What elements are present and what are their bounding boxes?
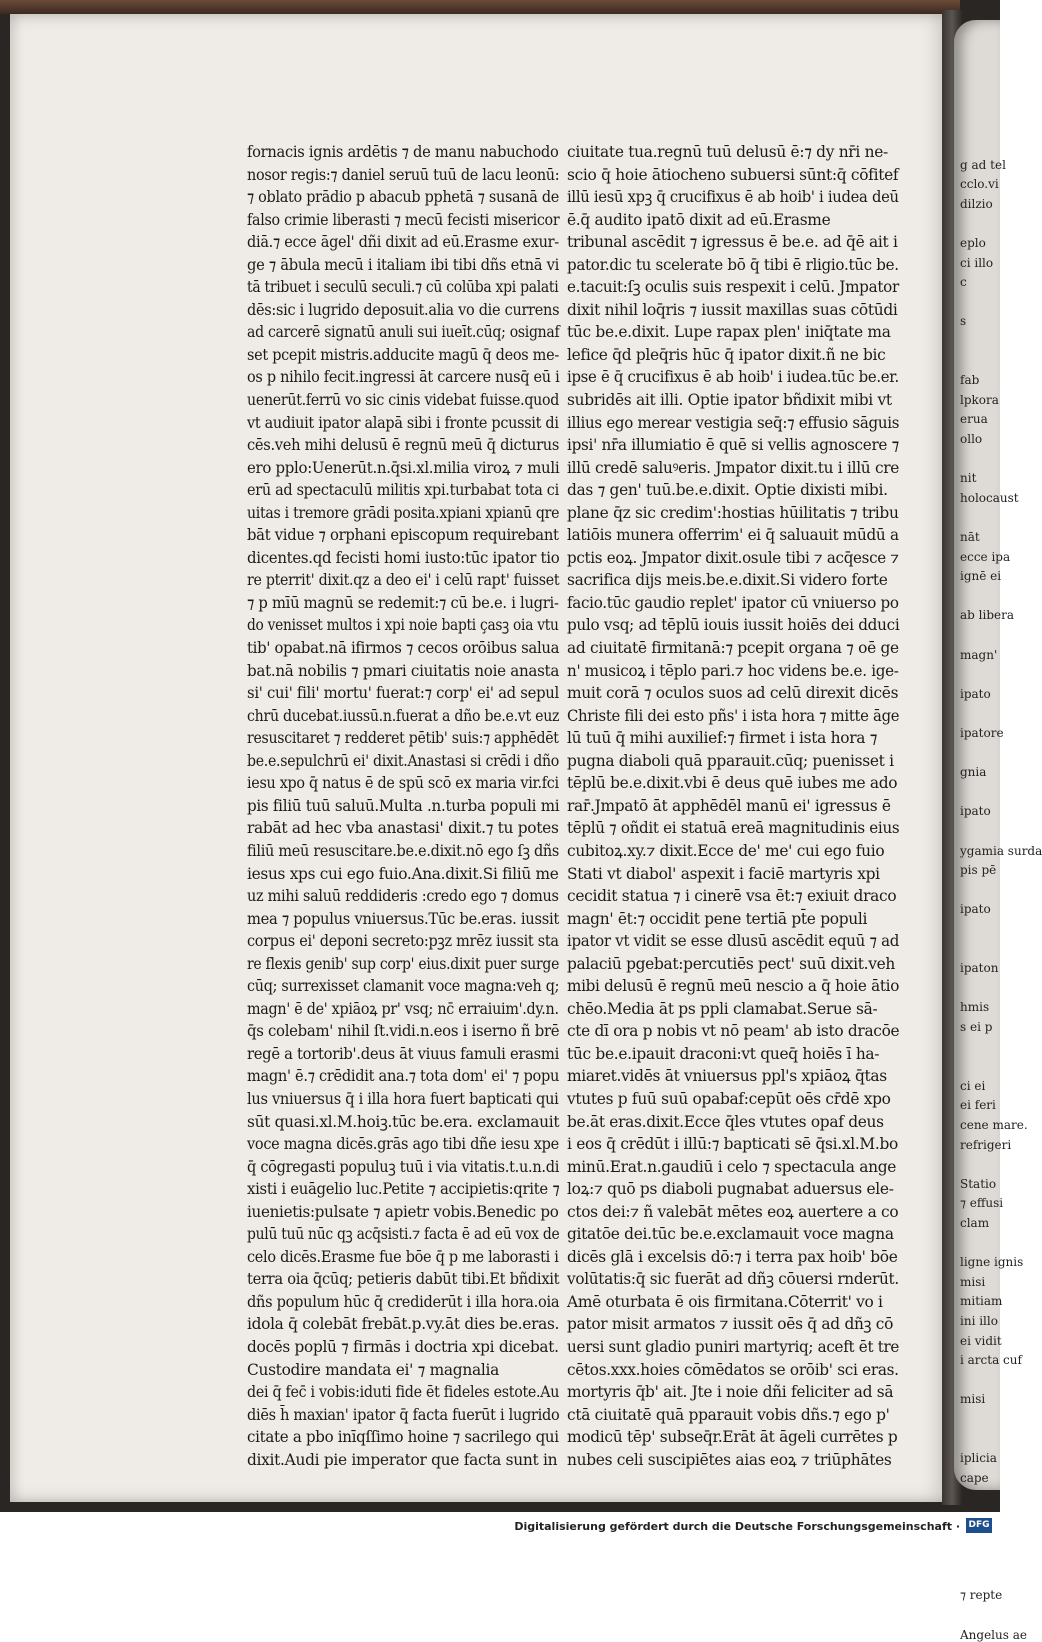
next-page-fragment: pis pē: [960, 863, 997, 878]
text-line: Custodire mandata ei' ⁊ magnalia: [247, 1360, 499, 1379]
next-page-fragment: refrigeri: [960, 1137, 1012, 1152]
text-line: set pcepit mistris.adducite magū q̄ deos me-: [247, 345, 559, 364]
text-line: voce magna dicēs.grās ago tibi dñe iesu xpe: [247, 1135, 559, 1154]
next-page-fragment: misi: [960, 1274, 986, 1289]
text-line: ciuitate tua.regnū tuū delusū ē:⁊ dy nr̄i ne-: [567, 143, 888, 161]
text-line: si' cui' fili' mortu' fuerat:⁊ corp' ei' ad sepul: [247, 684, 560, 703]
text-line: tā tribuet i seculū seculi.⁊ cū colūba xpi palati: [247, 278, 559, 297]
text-line: iesus xps cui ego fuio.Ana.dixit.Si filiū me: [247, 864, 559, 883]
text-line: be.āt eras.dixit.Ecce q̄les vtutes opaf deus: [567, 1112, 884, 1131]
next-page-fragment: ⁊ effusi: [960, 1196, 1004, 1211]
text-line: dixit nihil loq̄ris ⁊ iussit maxillas suas cōtūdi: [567, 300, 898, 319]
text-line: iesu xpo q̄ natus ē de spū scō ex maria vir.fci: [247, 774, 559, 793]
text-line: pugna diaboli quā pparauit.cūq; puenisset i: [567, 751, 894, 770]
next-page-fragment: nit: [960, 471, 977, 486]
text-line: cte dī ora p nobis vt nō peam' ab isto dracōe: [567, 1022, 900, 1041]
text-line: Christe fili dei esto pñs' i ista hora ⁊ mitte āge: [567, 706, 900, 725]
text-line: pis filiū tuū saluū.Multa .n.turba populi mi: [247, 796, 560, 815]
text-line: illū credē saluꝰeris. Jmpator dixit.tu i illū cre: [567, 458, 900, 477]
text-line: docēs poplū ⁊ firmās i doctria xpi dicebat.: [247, 1337, 559, 1356]
text-line: q̄s colebam' nihil ſt.vidi.n.eos i iserno ñ brē: [247, 1022, 560, 1041]
text-line: e.tacuit:ſꝫ oculis suis respexit i celū. Jmpator: [567, 278, 899, 297]
text-line: plane q̄z sic credim':hostias hūilitatis ⁊ tribu: [567, 503, 899, 522]
text-line: scio q̄ hoie ātiocheno subuersi sūnt:q̄ cōfitef: [567, 165, 899, 184]
text-line: be.e.sepulchrū ei' dixit.Anastasi si crēdi i dño: [247, 751, 559, 770]
text-line: magn' ē.⁊ crēdidit ana.⁊ tota dom' ei' ⁊ popu: [247, 1067, 560, 1086]
next-page-fragment: ecce ipa: [960, 549, 1011, 564]
text-column-right: [567, 141, 899, 1471]
next-page-fragment: Statio: [960, 1176, 997, 1191]
text-line: q̄ cōgregasti populuꝫ tuū i via vitatis.t.u.n.di: [247, 1157, 560, 1176]
text-line: vtutes p fuū suū opabaf:cepūt oēs cr̄dē xpo: [567, 1089, 891, 1108]
next-page-fragment: ipato: [960, 902, 991, 917]
text-line: tribunal ascēdit ⁊ igressus ē be.e. ad q̄ē ait i: [567, 233, 898, 252]
next-page-fragment: ipatore: [960, 726, 1004, 740]
text-line: uenerūt.ferrū vo sic cinis videbat fuisse.quod: [247, 391, 560, 410]
text-line: cētos.xxx.hoies cōmēdatos se orōib' sci eras.: [567, 1360, 899, 1379]
next-page-fragment: mitiam: [960, 1294, 1003, 1309]
text-line: mea ⁊ populus vniuersus.Tūc be.eras. iussit: [247, 909, 560, 928]
text-line: chēo.Media āt ps ppli clamabat.Serue sā-: [567, 999, 878, 1018]
text-line: dēs:sic i lugrido deposuit.alia vo die currens: [247, 300, 560, 319]
text-line: ipator vt vidit se esse dlusū ascēdit equū ⁊ ad: [567, 932, 900, 951]
next-page-fragment: ignē ei: [960, 569, 1002, 584]
text-line: regē a tortorib'.deus āt viuus famuli erasmi: [247, 1044, 560, 1063]
text-line: sūt quasi.xl.M.hoiꝫ.tūc be.era. exclamauit: [247, 1112, 560, 1131]
text-line: das ⁊ gen' tuū.be.e.dixit. Optie dixisti mibi.: [567, 481, 888, 500]
text-line: filiū meū resuscitare.be.e.dixit.nō ego ſꝫ dñs: [247, 841, 560, 860]
text-line: miaret.vidēs āt vniuersus ppl's xpiāoꝝ q̄tas: [567, 1067, 887, 1086]
next-page-fragment: ipato: [960, 686, 991, 701]
text-line: volūtatis:q̄ sic fuerāt ad dñꝫ cōuersi rnderūt.: [567, 1270, 899, 1289]
next-page-fragment: magn': [960, 647, 998, 662]
text-line: cēs.veh mihi delusū ē regnū meū q̄ dicturus: [247, 436, 560, 455]
text-line: tēplū ⁊ oñdit ei statuā ereā magnitudinis eius: [567, 819, 900, 838]
next-page-fragment: s: [960, 314, 967, 329]
text-line: falso crimie liberasti ⁊ mecū fecisti misericor: [247, 210, 560, 229]
next-page-fragment: Angelus ae: [960, 1627, 1027, 1642]
text-line: idola q̄ colebāt frebāt.p.vy.āt dies be.eras.: [247, 1315, 560, 1334]
text-line: cūq; surrexisset clamanit voce magna:veh q;: [247, 977, 560, 996]
next-page-fragment: misi: [960, 1392, 986, 1407]
next-page-fragment: ollo: [960, 432, 983, 446]
text-line: uz mihi saluū reddideris :credo ego ⁊ domus: [247, 887, 559, 906]
next-page-fragment: ⁊ repte: [960, 1588, 1003, 1603]
next-page-fragment: ygamia surda: [960, 843, 1042, 858]
next-page-fragment: fab: [960, 373, 980, 388]
text-line: modicū tēp' subseq̄r.Erāt āt āgeli currētes p: [567, 1428, 898, 1447]
text-line: fornacis ignis ardētis ⁊ de manu nabuchodo: [247, 143, 559, 161]
text-line: os p nihilo fecit.ingressi āt carcere nusq̄ eū i: [247, 368, 560, 387]
text-line: latiōis munera offerrim' ei q̄ saluauit mūdū a: [567, 526, 899, 545]
next-page-fragment: eplo: [960, 236, 986, 250]
next-page-fragment: c: [960, 275, 967, 290]
next-page-fragment: g ad tel: [960, 157, 1006, 172]
next-page-fragment: ei vidit: [960, 1333, 1002, 1348]
text-line: ctos dei:⁊ ñ valebāt mētes eoꝝ auertere a co: [567, 1202, 899, 1221]
text-line: ⁊ p mīū magnū se redemit:⁊ cū be.e. i lugri-: [247, 593, 559, 612]
text-line: muit corā ⁊ oculos suos ad celū direxit dicēs: [567, 684, 899, 703]
text-line: ero pplo:Uenerūt.n.q̄si.xl.milia viroꝝ ⁊ muli: [247, 458, 560, 477]
text-line: magn' ē de' xpiāoꝝ pr' vsq; nc̄ erraiuim'.dy.n.: [247, 999, 559, 1018]
text-line: pulū tuū nūc qꝫ acq̄sisti.⁊ facta ē ad eū vox de: [247, 1225, 560, 1244]
text-line: illius ego merear vestigia seq̄:⁊ effusio sāguis: [567, 413, 900, 432]
next-page-fragment: gnia: [960, 765, 987, 780]
text-line: minū.Erat.n.gaudiū i celo ⁊ spectacula ange: [567, 1157, 897, 1176]
text-line: pctis eoꝝ. Jmpator dixit.osule tibi ⁊ acq̄esce ⁊: [567, 548, 899, 567]
text-line: palaciū pgebat:percutiēs pect' suū dixit.veh: [567, 954, 896, 973]
text-line: diā.⁊ ecce āgel' dñi dixit ad eū.Erasme exur-: [247, 233, 559, 252]
next-page-fragment: ipato: [960, 804, 991, 819]
text-line: ad carcerē signatū anuli sui iueīt.cūq; osignaf: [247, 323, 560, 342]
text-line: Stati vt diabol' aspexit i faciē martyris xpi: [567, 864, 880, 883]
text-line: xisti i euāgelio luc.Petite ⁊ accipietis:qrite ⁊: [247, 1180, 560, 1199]
text-line: ipsi' nr̄a illumiatio ē quē si vellis agnoscere ⁊: [567, 436, 899, 455]
text-line: dicentes.qd fecisti homi iusto:tūc ipator tio: [247, 548, 560, 567]
next-page-fragment: s ei p: [960, 1020, 993, 1034]
text-line: ge ⁊ ābula mecū i italiam ibi tibi dñs etnā vi: [247, 255, 560, 274]
text-line: facio.tūc gaudio replet' ipator cū vniuerso po: [567, 593, 899, 612]
text-line: ⁊ oblato prādio p abacub pphetā ⁊ susanā de: [247, 188, 560, 207]
dfg-logo: DFG: [966, 1518, 992, 1533]
text-line: nubes celi suscipiētes aias eoꝝ ⁊ triūphātes: [567, 1450, 892, 1469]
next-page-fragment: cclo.vi: [960, 177, 999, 192]
text-line: rabāt ad hec vba anastasi' dixit.⁊ tu potes: [247, 819, 559, 838]
text-line: re flexis genib' sup corp' eius.dixit puer surge: [247, 954, 560, 973]
text-line: loꝝ:⁊ quō ps diaboli pugnabat aduersus ele-: [567, 1180, 894, 1199]
footer-bar: [0, 1512, 1000, 1541]
text-line: dñs populum hūc q̄ crediderūt i illa hora.oia: [247, 1292, 560, 1311]
text-line: mibi delusū ē regnū meū nescio a q̄ hoie ātio: [567, 977, 900, 996]
text-line: dicēs glā i excelsis dō:⁊ i terra pax hoib' bōe: [567, 1247, 898, 1266]
text-line: n' musicoꝝ i tēplo pari.⁊ hoc videns be.e. ige-: [567, 661, 899, 680]
text-line: nosor regis:⁊ daniel seruū tuū de lacu leonū:: [247, 165, 560, 184]
text-line: tēplū be.e.dixit.vbi ē deus quē iubes me ado: [567, 774, 898, 793]
text-line: celo dicēs.Erasme fue bōe q̄ p me laborasti i: [247, 1247, 559, 1266]
text-line: tūc be.e.dixit. Lupe rapax plen' iniq̄tate ma: [567, 323, 891, 342]
text-line: cubitoꝝ.xy.⁊ dixit.Ecce de' me' cui ego fuio: [567, 841, 885, 860]
next-page-fragment: ci ei: [960, 1078, 986, 1093]
text-line: i eos q̄ crēdūt i illū:⁊ bapticati sē q̄si.xl.M.bo: [567, 1135, 898, 1154]
next-page-fragment: holocaust: [960, 490, 1019, 505]
next-page-fragment: iplicia: [960, 1451, 997, 1466]
text-line: diēs h̄ maxian' ipator q̄ facta fuerūt i lugrido: [247, 1405, 560, 1424]
text-line: pator misit armatos ⁊ iussit oēs q̄ ad dñꝫ cō: [567, 1315, 894, 1334]
next-page-fragment: ab libera: [960, 608, 1014, 623]
text-line: mortyris q̄b' ait. Jte i noie dñi feliciter ad sā: [567, 1383, 894, 1402]
text-line: uersi sunt gladio puniri martyriq; aceft ēt tre: [567, 1337, 900, 1356]
next-page-fragment: hmis: [960, 1000, 990, 1015]
next-page-fragment: ei feri: [960, 1098, 996, 1113]
next-page-fragment: ini illo: [960, 1314, 998, 1328]
next-page-fragment: clam: [960, 1216, 990, 1230]
text-line: tib' opabat.nā ifirmos ⁊ cecos orōibus salua: [247, 639, 560, 658]
next-page-fragment: cene mare.: [960, 1118, 1028, 1132]
text-line: iuenietis:pulsate ⁊ apietr vobis.Benedic po: [247, 1202, 559, 1221]
text-line: uitas i tremore grādi posita.xpiani xpianū qre: [247, 503, 560, 522]
text-line: bāt vidue ⁊ orphani episcopum requirebant: [247, 526, 559, 545]
text-line: bat.nā nobilis ⁊ pmari ciuitatis noie anasta: [247, 661, 560, 680]
text-line: rar̄.Jmpatō āt apphēdēl manū ei' igressus ē: [567, 796, 891, 815]
text-line: ipse ē q̄ crucifixus ē ab hoib' i iudea.tūc be.er.: [567, 368, 899, 387]
text-line: magn' ēt:⁊ occidit pene tertiā pt̄e populi: [567, 909, 868, 928]
text-line: ē.q̄ audito ipatō dixit ad eū.Erasme: [567, 210, 831, 229]
next-page-fragment: lpkora: [960, 392, 999, 407]
text-line: gitatōe dei.tūc be.e.exclamauit voce magna: [567, 1225, 894, 1244]
text-line: dixit.Audi pie imperator que facta sunt in: [247, 1450, 558, 1469]
next-page-fragment: cape: [960, 1470, 989, 1485]
text-line: do venisset multos i xpi noie bapti çasꝫ oia vtu: [247, 616, 559, 635]
text-line: lū tuū q̄ mihi auxilief:⁊ firmet i ista hora ⁊: [567, 729, 878, 748]
text-line: ctā ciuitatē quā pparauit vobis dñs.⁊ ego p': [567, 1405, 890, 1424]
text-line: dei q̄ fec̄ i vobis:iduti fide ēt fideles estote.Au: [247, 1383, 560, 1402]
text-line: corpus ei' deponi secreto:pꝫz mrēz iussit sta: [247, 932, 559, 951]
next-page-fragment: ci illo: [960, 255, 994, 270]
text-line: tūc be.e.ipauit draconi:vt queq̄ hoiēs ī ha-: [567, 1044, 880, 1063]
text-line: erū ad spectaculū militis xpi.turbabat tota ci: [247, 481, 559, 500]
text-column-left: [247, 141, 559, 1471]
next-page-fragment: dilzio: [960, 196, 993, 211]
text-line: terra oia q̄cūq; petieris dabūt tibi.Et bñdixit: [247, 1270, 560, 1289]
text-line: resuscitaret ⁊ redderet pētib' suis:⁊ apphēdēt: [247, 729, 559, 748]
next-page-fragment: i arcta cuf: [960, 1353, 1022, 1368]
text-line: subridēs ait illi. Optie ipator bñdixit mibi vt: [567, 391, 892, 410]
next-page-fragment: erua: [960, 412, 988, 427]
text-line: ad ciuitatē firmitanā:⁊ pcepit organa ⁊ oē ge: [567, 639, 899, 658]
footer-credit: Digitalisierung gefördert durch die Deutsche Forschungsgemeinschaft ·: [514, 1520, 960, 1533]
text-line: Amē oturbata ē ois firmitana.Cōterrit' vo i: [567, 1292, 883, 1311]
text-line: chrū ducebat.iussū.n.fuerat a dño be.e.vt euz: [247, 706, 560, 725]
next-page-fragment: nāt: [960, 530, 980, 544]
text-line: cecidit statua ⁊ i cinerē vsa ēt:⁊ exiuit draco: [567, 887, 897, 906]
text-line: re pterrit' dixit.qz a deo ei' i celū rapt' fuisset: [247, 571, 560, 590]
text-line: citate a pbo inīqſſimo hoine ⁊ sacrilego qui: [247, 1428, 559, 1447]
text-line: illū iesū xpꝫ q̄ crucifixus ē ab hoib' i iudea deū: [567, 188, 899, 207]
text-line: vt audiuit ipator alapā sibi i fronte pcussit di: [247, 413, 559, 432]
next-page-fragment: ligne ignis: [960, 1255, 1024, 1270]
text-line: lefice q̄d pleq̄ris hūc q̄ ipator dixit.ñ ne bic: [567, 345, 886, 364]
text-line: pator.dic tu scelerate bō q̄ tibi ē rligio.tūc be.: [567, 255, 899, 274]
text-line: sacrifica dijs meis.be.e.dixit.Si videro forte: [567, 571, 888, 590]
next-page-fragment: ipaton: [960, 961, 999, 976]
book-top-edge: [0, 0, 960, 14]
text-line: lus vniuersus q̄ i illa hora fuert bapticati qui: [247, 1089, 559, 1108]
text-line: pulo vsq; ad tēplū iouis iussit hoiēs dei dduci: [567, 616, 900, 635]
